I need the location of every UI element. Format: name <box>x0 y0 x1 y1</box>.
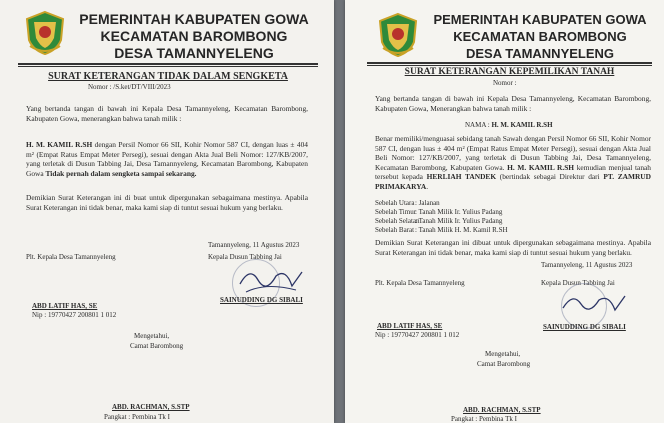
camat-name: ABD. RACHMAN, S.STP <box>112 403 190 411</box>
letterhead-rule-thin <box>18 66 318 67</box>
signer-right-name: SAINUDDING DG SIBALI <box>220 296 303 304</box>
acknowledged-label: Mengetahui, <box>134 332 170 340</box>
signer-left-role: Plt. Kepala Desa Tamannyeleng <box>375 279 465 287</box>
boundary-value: : Tanah Milik Ir. Yulius Padang <box>415 217 503 225</box>
intro-paragraph: Yang bertanda tangan di bawah ini Kepala Desa Tamannyeleng, Kecamatan Barombong, Kabupaten Gowa, Menerangkan bahwa tanah milik : <box>375 94 651 113</box>
company-name: PT. ZAMRUD PRIMAKARYA <box>375 172 651 191</box>
signer-right-role: Kepala Dusun Tabbing Jai <box>541 279 615 287</box>
boundary-row <box>375 199 508 208</box>
body-text: Benar memiliki/menguasai sebidang tanah Sawah dengan Persil Nomor 66 SII, Kohir Nomor 587 CI, dengan luas ± 404 m² (Empat Ratus Empat Meter Persegi), sesuai dengan Akta Jual Beli Nomor: 127/KB/2007, yang terletak di Dusun Tabbing Jai, Desa Tamannyeleng, Kecamatan Barombong, Kabupaten Gowa. <box>375 134 651 172</box>
owner-name: H. M. KAMIL R.SH <box>26 140 93 149</box>
signer-right-role: Kepala Dusun Tabbing Jai <box>208 253 282 261</box>
signature-right <box>236 262 306 298</box>
body-text-end: . <box>426 181 429 191</box>
letterhead-line2: KECAMATAN BAROMBONG <box>453 29 627 44</box>
letterhead-rule <box>18 63 318 65</box>
boundary-value: : Tanah Milik H. M. Kamil R.SH <box>415 226 508 234</box>
signer-left-name: ABD LATIF HAS, SE <box>377 322 443 330</box>
signer-right-name: SAINUDDING DG SIBALI <box>543 323 626 331</box>
body-text-mid: kemudian menjual tanah tersebut kepada <box>375 162 652 182</box>
closing-paragraph: Demikian Surat Keterangan ini di buat untuk dipergunakan sebagaimana mestinya. Apabila Surat Keterangan ini tidak benar, maka kami siap di tuntut sesuai hukum yang berlaku. <box>26 193 308 212</box>
signature-right <box>559 288 629 322</box>
boundary-side: Sebelah Utara <box>375 199 415 207</box>
boundary-side: Sebelah Barat <box>375 226 415 234</box>
dispute-statement: Tidak pernah dalam sengketa sampai sekarang. <box>45 168 197 178</box>
body-paragraph <box>375 134 651 192</box>
owner-name-label: NAMA : <box>465 121 492 129</box>
closing-paragraph: Demikian Surat Keterangan ini dibuat untuk dipergunakan sebagaimana mestinya. Apabila Surat Keterangan ini tidak benar, maka kami siap di tuntut sesuai hukum yang berlaku. <box>375 238 651 257</box>
document-number: Nomor : <box>493 79 517 87</box>
boundary-side: Sebelah Timur <box>375 208 417 216</box>
boundary-value: : Tanah Milik Ir. Yulius Padang <box>415 208 503 216</box>
document-number: Nomor : /S.ket/DT/VIII/2023 <box>88 83 171 91</box>
camat-title: Camat Barombong <box>130 342 184 350</box>
letterhead-rule <box>367 62 652 64</box>
gowa-emblem-icon <box>375 12 421 58</box>
body-paragraph <box>26 140 308 178</box>
letterhead-line3: DESA TAMANNYELENG <box>465 46 615 61</box>
buyer-name: HERLIAH TANDEK <box>426 172 497 182</box>
owner-name-line <box>465 121 553 129</box>
letterhead <box>74 11 314 62</box>
signer-left-role: Plt. Kepala Desa Tamannyeleng <box>26 253 116 261</box>
seller-name: H. M. KAMIL R.SH <box>507 162 575 172</box>
letterhead-rule-thin <box>367 65 652 66</box>
boundary-list <box>375 199 508 235</box>
letterhead-line2: KECAMATAN BAROMBONG <box>100 28 288 44</box>
document-right <box>345 0 664 423</box>
boundary-row <box>375 217 508 226</box>
boundary-value: : Jalanan <box>415 199 440 207</box>
camat-title: Camat Barombong <box>477 360 531 368</box>
boundary-row <box>375 208 508 217</box>
letterhead-line1: PEMERINTAH KABUPATEN GOWA <box>433 12 647 27</box>
boundary-side: Sebelah Selatan <box>375 217 420 225</box>
body-text: dengan Persil Nomor 66 SII, Kohir Nomor 587 CI, dengan luas ± 404 m² (Empat Ratus Empat Meter Persegi), sesuai dengan Akta Jual Beli Nomor: 127/KB/2007, yang terletak di Dusun Tabbing Jai, Desa Tamannyeleng, Kecamatan Barombong, Kabupaten Gowa <box>26 140 308 178</box>
place-date: Tamannyeleng, 11 Agustus 2023 <box>208 241 300 249</box>
boundary-row <box>375 226 508 235</box>
camat-rank: Pangkat : Pembina Tk I <box>451 415 517 423</box>
acknowledged-label: Mengetahui, <box>485 350 521 358</box>
letterhead-line3: DESA TAMANNYELENG <box>114 45 274 61</box>
camat-rank: Pangkat : Pembina Tk I <box>104 413 170 421</box>
signer-left-name: ABD LATIF HAS, SE <box>32 302 98 310</box>
intro-paragraph: Yang bertanda tangan di bawah ini Kepala Desa Tamannyeleng, Kecamatan Barombong, Kabupaten Gowa, menerangkan bahwa tanah milik : <box>26 104 308 123</box>
owner-name: H. M. KAMIL R.SH <box>491 121 553 129</box>
document-title: SURAT KETERANGAN TIDAK DALAM SENGKETA <box>48 71 288 82</box>
place-date: Tamannyeleng, 11 Agustus 2023 <box>541 261 633 269</box>
signer-left-nip: Nip : 19770427 200801 1 012 <box>32 311 117 319</box>
signer-left-nip: Nip : 19770427 200801 1 012 <box>375 331 460 339</box>
letterhead <box>425 11 655 62</box>
gowa-emblem-icon <box>22 10 68 56</box>
body-text-mid2: (bertindak sebagai Direktur dari <box>496 172 604 182</box>
letterhead-line1: PEMERINTAH KABUPATEN GOWA <box>79 11 309 27</box>
camat-name: ABD. RACHMAN, S.STP <box>463 406 541 414</box>
document-title: SURAT KETERANGAN KEPEMILIKAN TANAH <box>404 67 615 77</box>
